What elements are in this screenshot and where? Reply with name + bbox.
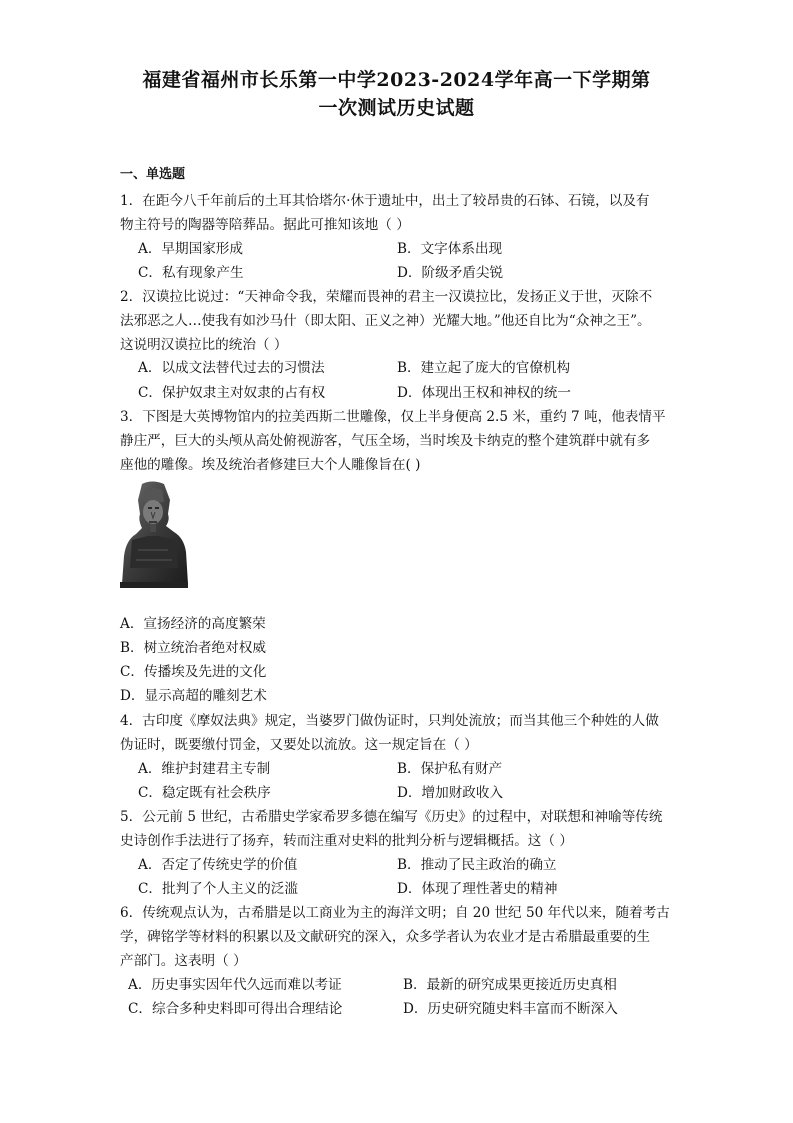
question-5-stem-line-1: 5．公元前 5 世纪，古希腊史学家希罗多德在编写《历史》的过程中，对联想和神喻等传统 [120,809,663,825]
question-5-option-b: B．推动了民主政治的确立 [397,857,557,873]
question-3-option-d: D．显示高超的雕刻艺术 [120,688,267,704]
question-1-stem-line-2: 物主符号的陶器等陪葬品。据此可推知该地（ ） [120,217,410,233]
question-6-option-d: D．历史研究随史料丰富而不断深入 [403,1001,618,1017]
question-3-stem-line-3: 座他的雕像。埃及统治者修建巨大个人雕像旨在( ) [120,457,421,473]
question-3-stem-line-2: 静庄严，巨大的头颅从高处俯视游客，气压全场，当时埃及卡纳克的整个建筑群中就有多 [120,433,651,449]
section-heading: 一、单选题 [120,167,186,182]
question-3-stem-line-1: 3．下图是大英博物馆内的拉美西斯二世雕像，仅上半身便高 2.5 米，重约 7 吨，他表情平 [120,409,666,425]
question-2-option-c: C．保护奴隶主对奴隶的占有权 [138,385,326,401]
question-5-option-c: C．批判了个人主义的泛滥 [138,881,298,897]
question-2-option-a: A．以成文法替代过去的习惯法 [138,360,325,376]
question-4-stem-line-2: 伪证时，既要缴付罚金，又要处以流放。这一规定旨在（ ） [120,737,478,753]
question-5-option-a: A．否定了传统史学的价值 [138,857,298,873]
ramesses-statue-image [118,480,190,590]
question-2-stem-line-2: 法邪恶之人…使我有如沙马什（即太阳、正义之神）光耀大地。”他还自比为“众神之王”。 [120,313,651,329]
question-2-stem-line-1: 2．汉谟拉比说过：“天神命令我，荣耀而畏神的君主一汉谟拉比，发扬正义于世，灭除不 [120,289,653,305]
title-line-2: 一次测试历史试题 [318,97,475,119]
question-1-option-d: D．阶级矛盾尖锐 [397,265,504,281]
question-1-option-a: A．早期国家形成 [138,241,243,257]
question-3-option-c: C．传播埃及先进的文化 [120,664,267,680]
question-3-option-b: B．树立统治者绝对权威 [120,640,266,656]
question-3-option-a: A．宣扬经济的高度繁荣 [120,616,266,632]
question-2-stem-line-3: 这说明汉谟拉比的统治（ ） [120,337,288,353]
document-title [110,66,683,122]
question-2-option-b: B．建立起了庞大的官僚机构 [397,360,571,376]
question-5-option-d: D．体现了理性著史的精神 [397,881,558,897]
question-4-option-b: B．保护私有财产 [397,761,503,777]
question-6-option-a: A．历史事实因年代久远而难以考证 [128,977,342,993]
title-line-1: 福建省福州市长乐第一中学2023-2024学年高一下学期第 [142,69,651,91]
question-6-option-b: B．最新的研究成果更接近历史真相 [403,977,617,993]
question-4-stem-line-1: 4．古印度《摩奴法典》规定，当婆罗门做伪证时，只判处流放；而当其他三个种姓的人做 [120,713,659,729]
question-6-stem-line-1: 6．传统观点认为，古希腊是以工商业为主的海洋文明；自 20 世纪 50 年代以来，随着考古 [120,905,670,921]
question-4-option-d: D．增加财政收入 [397,785,504,801]
question-2-option-d: D．体现出王权和神权的统一 [397,385,572,401]
question-6-stem-line-3: 产部门。这表明（ ） [120,953,247,969]
question-5-stem-line-2: 史诗创作手法进行了扬弃，转而注重对史料的批判分析与逻辑概括。这（ ） [120,833,573,849]
question-1-stem-line-1: 1．在距今八千年前后的土耳其恰塔尔·休于遗址中，出土了较昂贵的石钵、石镜，以及有 [120,193,650,209]
question-1-option-c: C．私有现象产生 [138,265,244,281]
question-6-option-c: C．综合多种史料即可得出合理结论 [128,1001,343,1017]
question-4-option-c: C．稳定既有社会秩序 [138,785,271,801]
question-6-stem-line-2: 学，碑铭学等材料的积累以及文献研究的深入，众多学者认为农业才是古希腊最重要的生 [120,929,651,945]
question-4-option-a: A．维护封建君主专制 [138,761,271,777]
question-1-option-b: B．文字体系出现 [397,241,503,257]
